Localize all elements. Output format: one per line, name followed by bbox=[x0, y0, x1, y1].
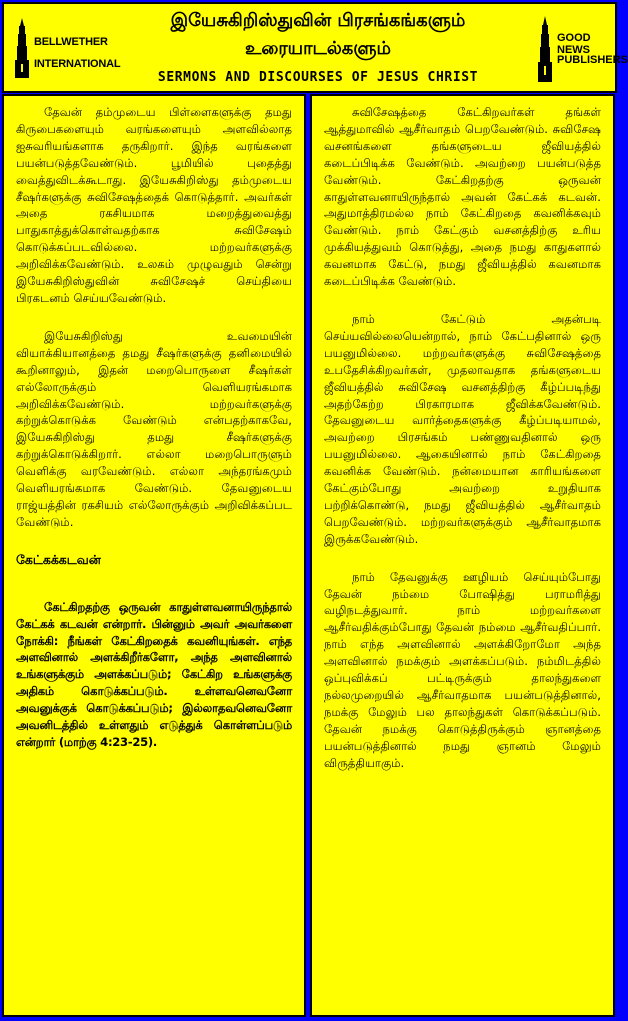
right-paragraph-1: சுவிசேஷத்தை கேட்கிறவர்கள் தங்கள் ஆத்துமாவில் ஆசீர்வாதம் பெறவேண்டும். சுவிசேஷ வசனங்களை தங்களுடைய ஜீவியத்தில் கடைப்பிடிக்க வேண்டும். அவற்றை பயன்படுத்த வேண்டும். கேட்கிறதற்கு ஒருவன் காதுள்ளவனாயிருந்தால் அவன் கேட்கக் கடவன். அதுமாத்திரமல்ல நாம் கேட்கிறதை கவனிக்கவும் வேண்டும். நாம் கேட்கும் வசனத்திற்கு உரிய முக்கியத்துவம் கொடுத்து, அதை நமது காதுகளால் கவனமாக கேட்டு, நமது ஜீவியத்தில் கவனமாக கடைப்பிடிக்க வேண்டும். bbox=[324, 105, 601, 289]
header-banner bbox=[2, 2, 628, 93]
right-column bbox=[310, 94, 615, 1017]
tower-icon bbox=[12, 18, 32, 78]
scripture-quote: கேட்கிறதற்கு ஒருவன் காதுள்ளவனாயிருந்தால் கேட்கக் கடவன் என்றார். பின்னும் அவர் அவர்களை நோக்கி: நீங்கள் கேட்கிறதைக் கவனியுங்கள். எந்த அளவினால் அளக்கிறீர்களோ, அந்த அளவினால் உங்களுக்கும் அளக்கப்படும்; கேட்கிற உங்களுக்கு அதிகம் கொடுக்கப்படும். உள்ளவனெவனோ அவனுக்குக் கொடுக்கப்படும்; இல்லாதவனெவனோ அவனிடத்தில் உள்ளதும் எடுத்துக் கொள்ளப்படும் என்றார் (மாற்கு 4:23-25). bbox=[16, 599, 292, 749]
left-paragraph-1: தேவன் தம்முடைய பிள்ளைகளுக்கு தமது கிருபைகளையும் வரங்களையும் அளவில்லாத ஐசுவரியங்களாக தருகிறார். இந்த வரங்களை பயன்படுத்தவேண்டும். பூமியில் புதைத்து வைத்துவிடக்கூடாது. இயேசுகிறிஸ்து தம்முடைய சீஷர்களுக்கு சுவிசேஷத்தைக் கொடுத்தார். அவர்கள் அதை ரகசியமாக மறைத்துவைத்து பாதுகாத்துக்கொள்வதற்காக சுவிசேஷம் கொடுக்கப்படவில்லை. மற்றவர்களுக்கு அறிவிக்கவேண்டும். உலகம் முழுவதும் சென்று இயேசுகிறிஸ்துவின் சுவிசேஷச் செய்தியை பிரகடனம் செய்யவேண்டும். bbox=[16, 105, 292, 305]
tower-icon bbox=[535, 16, 555, 82]
title-english: SERMONS AND DISCOURSES OF JESUS CHRIST bbox=[157, 70, 479, 85]
logo-right-line1: GOOD NEWS bbox=[557, 32, 591, 56]
left-column bbox=[2, 94, 306, 1017]
logo-left-line2: INTERNATIONAL bbox=[34, 58, 121, 70]
good-news-logo bbox=[535, 16, 628, 82]
logo-left-line1: BELLWETHER bbox=[34, 36, 108, 48]
section-heading: கேட்கக்கடவன் bbox=[16, 551, 101, 567]
right-paragraph-3: நாம் தேவனுக்கு ஊழியம் செய்யும்போது தேவன் நம்மை போஷித்து பராமரித்து வழிநடத்துவார். நாம் மற்றவர்களை ஆசீர்வதிக்கும்போது தேவன் நம்மை ஆசீர்வதிப்பார். நாம் எந்த அளவினால் அளக்கிறோமோ அந்த அளவினால் நமக்கும் அளக்கப்படும். நம்மிடத்தில் ஒப்புவிக்கப் பட்டிருக்கும் தாலந்துகளை நல்லமுறையில் ஆசீர்வாதமாக பயன்படுத்தினால், நமக்கு மேலும் பல தாலந்துகள் கொடுக்கப்படும். தேவன் நமக்கு கொடுத்திருக்கும் ஞானத்தை பயன்படுத்தினால் நமது ஞானம் மேலும் விருத்தியாகும். bbox=[324, 569, 601, 770]
right-paragraph-2: நாம் கேட்டும் அதன்படி செய்யவில்லையென்றால், நாம் கேட்பதினால் ஒரு பயனுமில்லை. மற்றவர்களுக்கு சுவிசேஷத்தை உபதேசிக்கிறவர்கள், முதலாவதாக தங்களுடைய ஜீவியத்தில் சுவிசேஷ வசனத்திற்கு கீழ்ப்படிந்து அதற்கேற்ற பிரகாரமாக ஜீவிக்கவேண்டும். தேவனுடைய வார்த்தைகளுக்கு கீழ்ப்படியாமல், அவற்றை பிரசங்கம் பண்ணுவதினால் ஒரு பயனுமில்லை. ஆகையினால் நாம் கேட்கிறதை கவனிக்க வேண்டும். நன்மையான காரியங்களை கேட்கும்போது அவற்றை உறுதியாக பற்றிக்கொண்டு, நமது ஜீவியத்தில் ஆசீர்வாதம் பெறவேண்டும். மற்றவர்களுக்கும் ஆசீர்வாதமாக இருக்கவேண்டும். bbox=[324, 311, 601, 546]
title-tamil-line1: இயேசுகிறிஸ்துவின் பிரசங்கங்களும் bbox=[170, 10, 466, 31]
bellwether-logo bbox=[12, 18, 121, 78]
left-paragraph-2: இயேசுகிறிஸ்து உவமையின் வியாக்கியானத்தை தமது சீஷர்களுக்கு தனிமையில் கூறினாலும், இதன் மறைபொருளை சீஷர்கள் எல்லோருக்கும் வெளியரங்கமாக அறிவிக்கவேண்டும். மற்றவர்களுக்கு கற்றுக்கொடுக்க வேண்டும் என்பதற்காகவே, இயேசுகிறிஸ்து தமது சீஷர்களுக்கு கற்றுக்கொடுக்கிறார். எல்லா மறைபொருளும் வெளிக்கு வரவேண்டும். எல்லா அந்தரங்கமும் வெளியரங்கமாக வேண்டும். தேவனுடைய ராஜ்யத்தின் ரகசியம் எல்லோருக்கும் அறிவிக்கப்பட வேண்டும். bbox=[16, 328, 292, 529]
title-tamil-line2: உரையாடல்களும் bbox=[245, 38, 391, 59]
logo-right-line2: PUBLISHERS bbox=[557, 54, 628, 66]
